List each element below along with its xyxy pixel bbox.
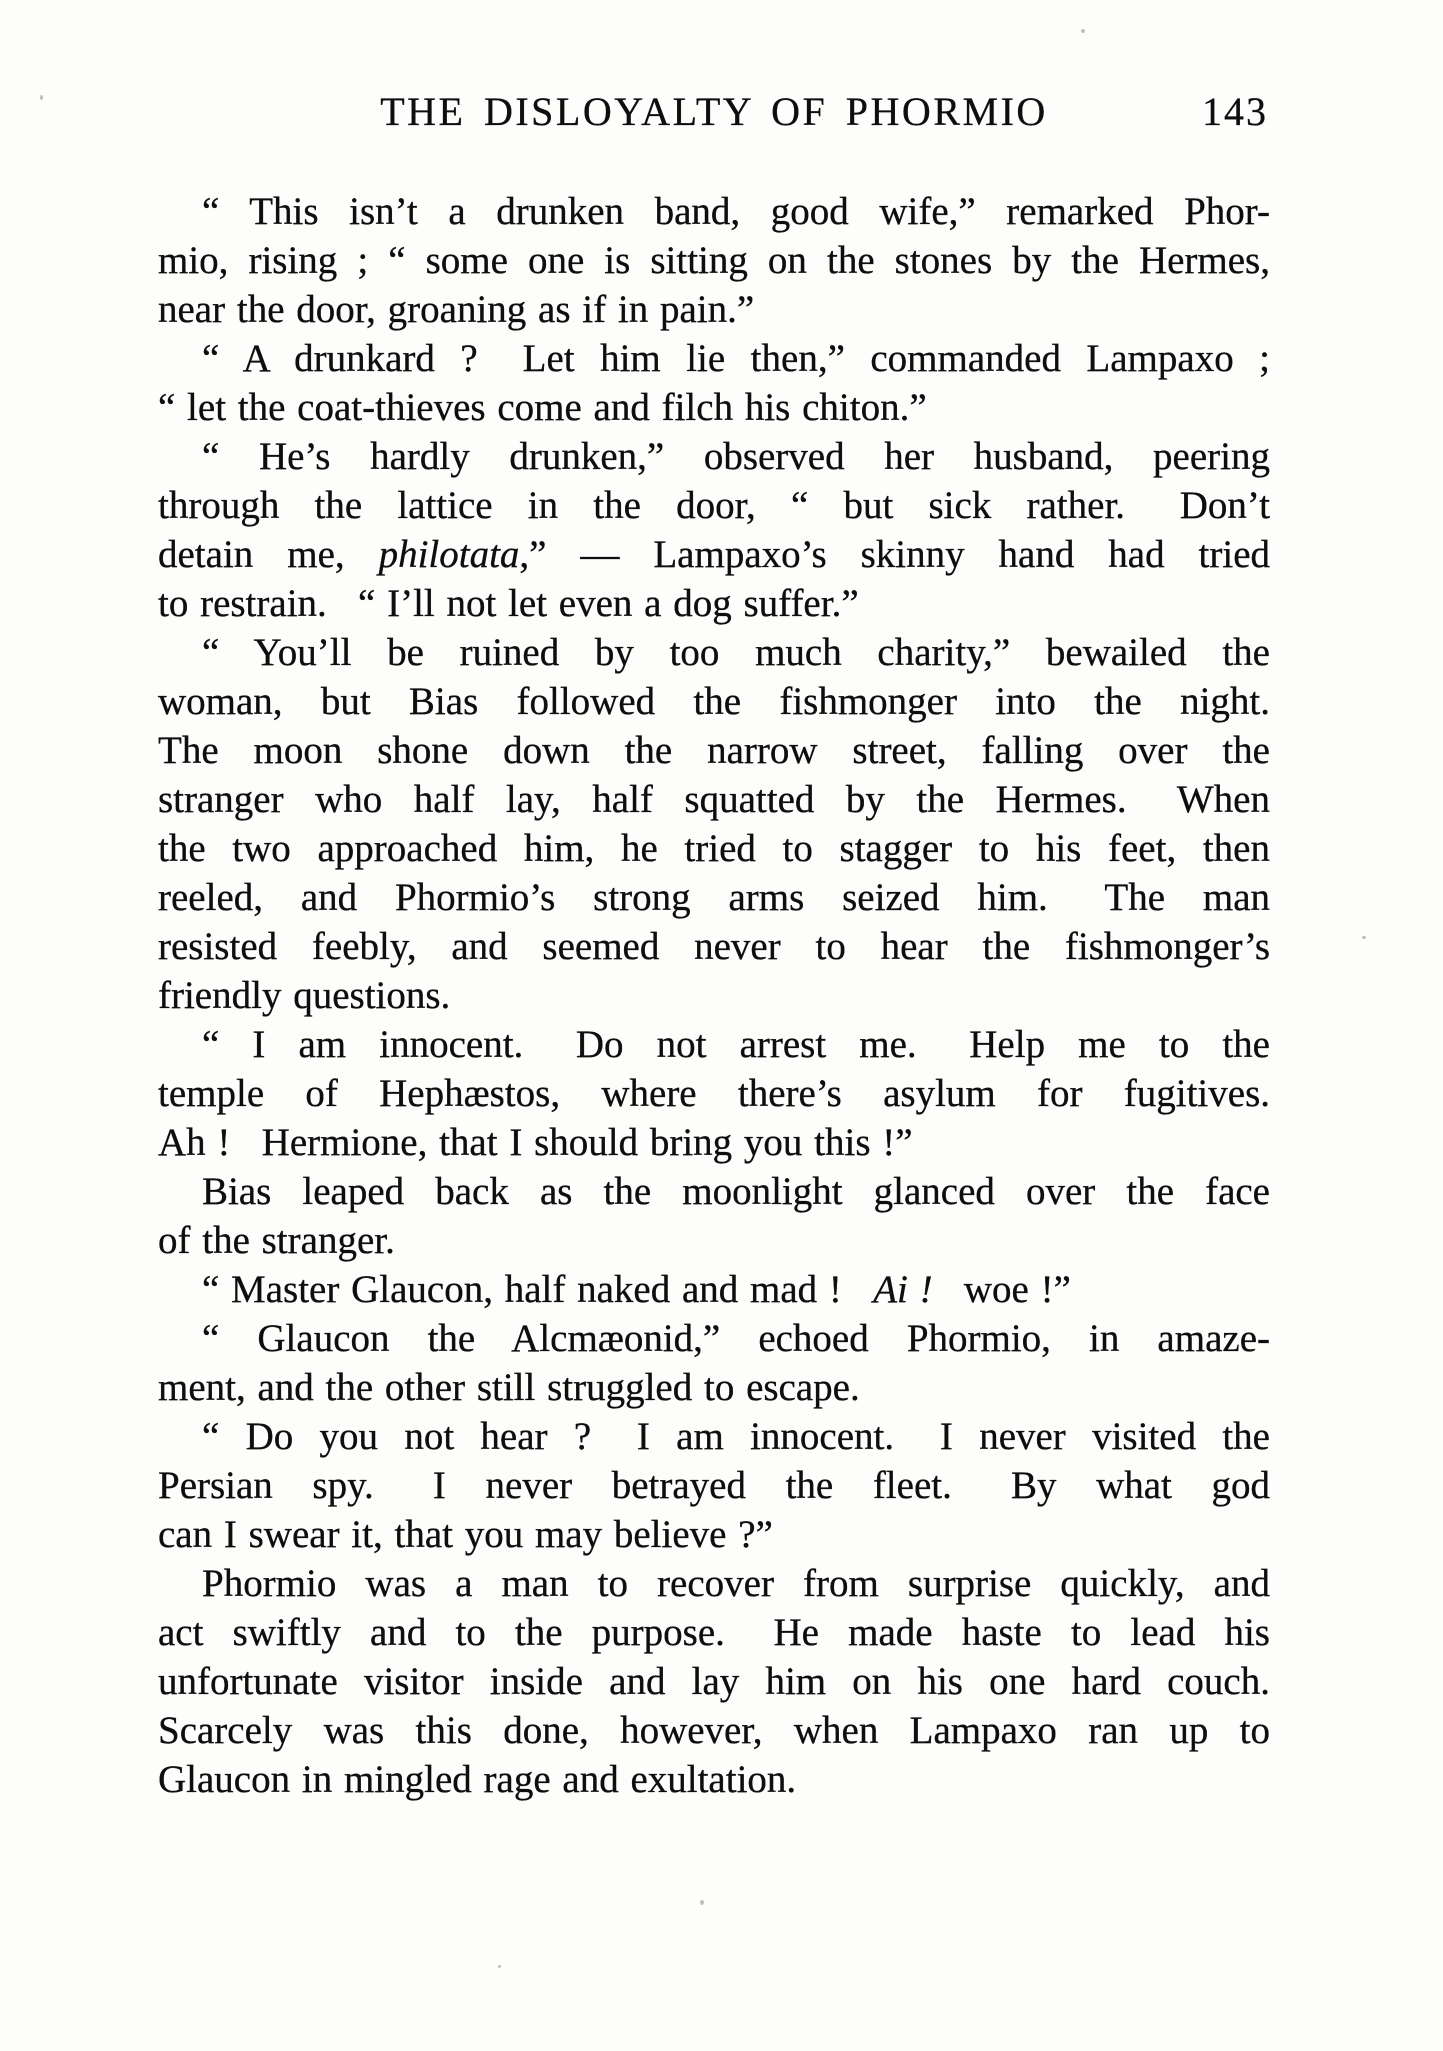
text-segment: “ Do you not hear ? I am innocent. I never visited the xyxy=(202,1415,1270,1458)
page-header xyxy=(158,88,1270,138)
scan-speck xyxy=(1362,936,1366,939)
text-line xyxy=(158,1363,1270,1412)
text-line xyxy=(158,922,1270,971)
text-line xyxy=(158,187,1270,236)
scan-speck xyxy=(498,1965,501,1968)
text-line xyxy=(158,236,1270,285)
scan-speck xyxy=(700,1900,704,1905)
text-line xyxy=(158,971,1270,1020)
text-segment-italic: Ai ! xyxy=(873,1268,933,1311)
text-segment: temple of Hephæstos, where there’s asylum for fugitives. xyxy=(158,1072,1270,1115)
text-segment: mio, rising ; “ some one is sitting on the stones by the Hermes, xyxy=(158,239,1270,282)
text-line xyxy=(158,677,1270,726)
text-segment: “ A drunkard ? Let him lie then,” commanded Lampaxo ; xyxy=(202,337,1270,380)
text-line xyxy=(158,824,1270,873)
text-segment: resisted feebly, and seemed never to hear the fishmonger’s xyxy=(158,925,1270,968)
text-line xyxy=(158,383,1270,432)
text-segment: Persian spy. I never betrayed the fleet. By what god xyxy=(158,1464,1270,1507)
text-line xyxy=(158,334,1270,383)
text-segment: “ He’s hardly drunken,” observed her husband, peering xyxy=(202,435,1270,478)
text-line xyxy=(158,432,1270,481)
text-segment: act swiftly and to the purpose. He made haste to lead his xyxy=(158,1611,1270,1654)
text-segment: Scarcely was this done, however, when Lampaxo ran up to xyxy=(158,1709,1270,1752)
scan-speck xyxy=(1081,29,1085,33)
text-segment: stranger who half lay, half squatted by the Hermes. When xyxy=(158,778,1270,821)
text-segment: Ah ! Hermione, that I should bring you this !” xyxy=(158,1121,913,1164)
text-segment: ,” — Lampaxo’s skinny hand had tried xyxy=(519,533,1271,576)
text-segment: through the lattice in the door, “ but sick rather. Don’t xyxy=(158,484,1270,527)
text-line xyxy=(158,1559,1270,1608)
text-segment: to restrain. “ I’ll not let even a dog suffer.” xyxy=(158,582,859,625)
text-line xyxy=(158,1755,1270,1804)
text-segment-italic: philotata xyxy=(378,533,520,576)
running-title: THE DISLOYALTY OF PHORMIO xyxy=(380,89,1048,134)
text-segment: unfortunate visitor inside and lay him on his one hard couch. xyxy=(158,1660,1270,1703)
text-segment: woman, but Bias followed the fishmonger into the night. xyxy=(158,680,1270,723)
page-text xyxy=(158,187,1270,1804)
text-line xyxy=(158,579,1270,628)
text-segment: the two approached him, he tried to stagger to his feet, then xyxy=(158,827,1270,870)
text-segment: detain me, xyxy=(158,533,379,576)
text-line xyxy=(158,775,1270,824)
text-segment: reeled, and Phormio’s strong arms seized him. The man xyxy=(158,876,1270,919)
text-segment: Phormio was a man to recover from surprise quickly, and xyxy=(202,1562,1270,1605)
scan-speck xyxy=(40,95,43,100)
text-segment: friendly questions. xyxy=(158,974,451,1017)
text-line xyxy=(158,1657,1270,1706)
text-line xyxy=(158,1118,1270,1167)
text-line xyxy=(158,1461,1270,1510)
text-segment: of the stranger. xyxy=(158,1219,395,1262)
text-line xyxy=(158,628,1270,677)
text-segment: can I swear it, that you may believe ?” xyxy=(158,1513,773,1556)
text-segment: “ let the coat-thieves come and filch his chiton.” xyxy=(158,386,927,429)
text-segment: “ I am innocent. Do not arrest me. Help me to the xyxy=(202,1023,1270,1066)
text-line xyxy=(158,726,1270,775)
text-segment: “ You’ll be ruined by too much charity,” bewailed the xyxy=(202,631,1270,674)
text-line xyxy=(158,1706,1270,1755)
text-line xyxy=(158,1608,1270,1657)
text-line xyxy=(158,873,1270,922)
text-segment: Glaucon in mingled rage and exultation. xyxy=(158,1758,797,1801)
page-number: 143 xyxy=(1202,89,1268,134)
text-segment: woe !” xyxy=(932,1268,1071,1311)
text-segment: “ Master Glaucon, half naked and mad ! xyxy=(202,1268,874,1311)
text-segment: “ This isn’t a drunken band, good wife,” remarked Phor- xyxy=(202,190,1270,233)
text-line xyxy=(158,1216,1270,1265)
text-segment: The moon shone down the narrow street, falling over the xyxy=(158,729,1270,772)
text-segment: ment, and the other still struggled to escape. xyxy=(158,1366,860,1409)
text-line xyxy=(158,1069,1270,1118)
text-line xyxy=(158,285,1270,334)
text-line xyxy=(158,481,1270,530)
text-line xyxy=(158,1510,1270,1559)
text-line xyxy=(158,1265,1270,1314)
text-line xyxy=(158,1167,1270,1216)
text-segment: “ Glaucon the Alcmæonid,” echoed Phormio, in amaze- xyxy=(202,1317,1270,1360)
text-line xyxy=(158,1412,1270,1461)
text-segment: near the door, groaning as if in pain.” xyxy=(158,288,755,331)
text-segment: Bias leaped back as the moonlight glanced over the face xyxy=(202,1170,1270,1213)
text-line xyxy=(158,530,1270,579)
text-line xyxy=(158,1020,1270,1069)
text-line xyxy=(158,1314,1270,1363)
